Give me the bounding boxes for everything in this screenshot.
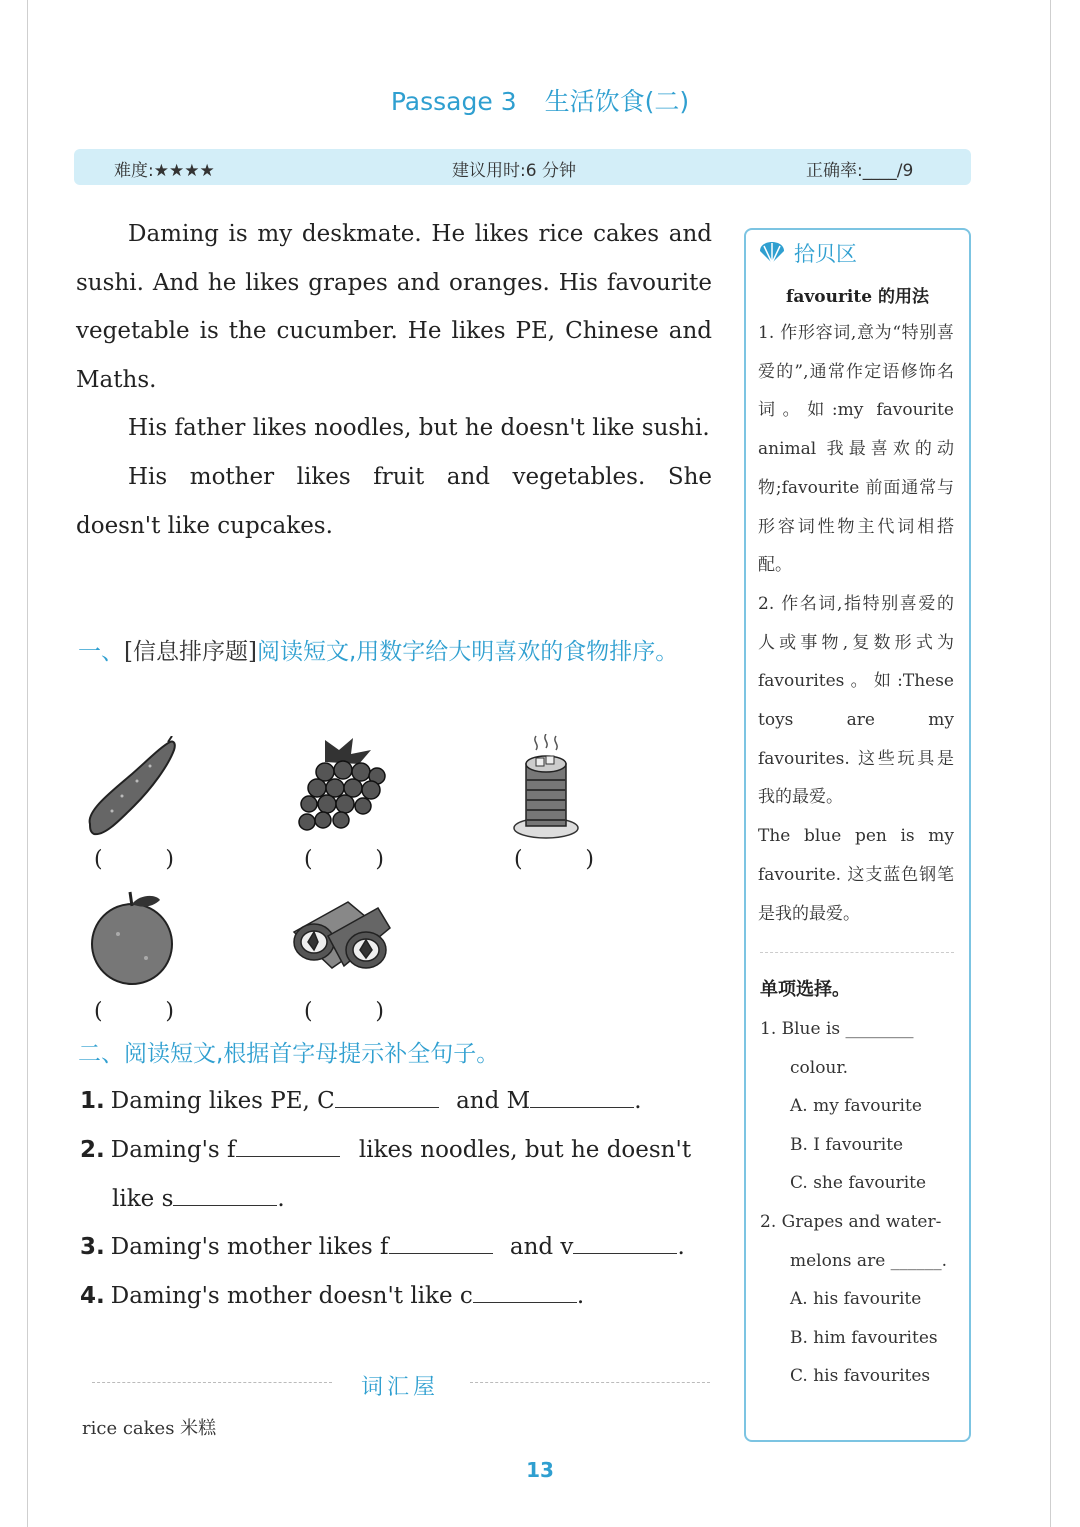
blank-input[interactable] [236,1134,340,1157]
reading-passage [76,210,712,550]
passage-title: 生活饮食(二) [544,87,690,116]
option-c[interactable]: C. she favourite [790,1173,927,1194]
rice-cake-picture [512,734,580,840]
sidebar-title: 拾贝区 [794,242,857,266]
sentence-2: 2. Daming's f likes noodles, but he doesn't [80,1134,691,1163]
vocabulary-title: 词汇屋 [360,1375,439,1400]
page-title [0,82,1080,118]
answer-parens[interactable]: ( ) [514,847,594,872]
page-number: 13 [526,1458,554,1482]
exercise-list [760,1010,956,1396]
passage-label: Passage 3 [390,87,517,116]
answer-parens[interactable]: ( ) [94,999,174,1024]
divider [760,952,954,953]
exercise-question: melons are ______. [790,1250,948,1271]
sentence-2-continued: like s . [112,1183,285,1212]
passage-paragraph: His father likes noodles, but he doesn't like sushi. [128,415,710,442]
sentence-3: 3. Daming's mother likes f and v . [80,1231,685,1260]
option-a[interactable]: A. his favourite [790,1289,922,1310]
blank-input[interactable] [173,1183,277,1206]
divider [92,1382,332,1383]
question-2-heading: 二、阅读短文,根据首字母提示补全句子。 [78,1041,500,1067]
grapes-picture [295,736,391,840]
vocabulary-entry: rice cakes 米糕 [82,1418,217,1439]
option-b[interactable]: B. him favourites [790,1327,938,1348]
sentence-1: 1. Daming likes PE, C and M . [80,1085,642,1114]
answer-parens[interactable]: ( ) [304,847,384,872]
question-1-prefix: 一、 [78,639,124,665]
option-c[interactable]: C. his favourites [790,1366,931,1387]
exercise-question: 1. Blue is ________ [760,1019,914,1039]
blank-input[interactable] [573,1231,677,1254]
suggested-time: 建议用时:6 分钟 [452,161,576,181]
blank-input[interactable] [335,1085,439,1108]
note-paragraph: 2. 作名词,指特别喜爱的人或事物,复数形式为 favourites。如:These toys are my favourites. 这些玩具是我的最爱。 [758,593,954,808]
sushi-picture [288,892,394,986]
passage-paragraph: Daming is my deskmate. He likes rice cakes and sushi. And he likes grapes and oranges. His favourite vegetable is the cucumber. He likes PE, Chinese and Maths. [76,221,712,393]
sentence-4: 4. Daming's mother doesn't like c . [80,1280,584,1309]
tips-sidebar [744,228,971,1442]
blank-input[interactable] [473,1280,577,1303]
exercise-question: 2. Grapes and water- [760,1211,942,1232]
question-1-heading [78,628,718,676]
question-1-instruction: 阅读短文,用数字给大明喜欢的食物排序。 [256,639,679,665]
orange-picture [88,888,176,986]
info-bar [74,149,971,185]
sidebar-header [758,238,857,268]
answer-parens[interactable]: ( ) [94,847,174,872]
blank-input[interactable] [530,1085,634,1108]
answer-parens[interactable]: ( ) [304,999,384,1024]
passage-paragraph: His mother likes fruit and vegetables. She doesn't like cupcakes. [76,463,712,539]
shell-icon [758,241,786,265]
difficulty-rating: 难度:★★★★ [114,161,215,181]
accuracy-score: 正确率:____/9 [806,161,914,181]
note-paragraph: The blue pen is my favourite. 这支蓝色钢笔是我的最爱。 [758,826,954,924]
note-paragraph: 1. 作形容词,意为“特别喜爱的”,通常作定语修饰名词。如:my favourite animal 我最喜欢的动物;favourite 前面通常与形容词性物主代词相搭配。 [758,323,954,576]
sidebar-subtitle: favourite 的用法 [786,287,929,307]
exercise-question: colour. [790,1057,849,1078]
exercise-title: 单项选择。 [760,979,850,1000]
option-a[interactable]: A. my favourite [790,1096,922,1117]
question-type-tag: [信息排序题] [124,639,257,665]
option-b[interactable]: B. I favourite [790,1134,904,1155]
cucumber-picture [82,736,182,840]
sidebar-notes [758,314,954,933]
blank-input[interactable] [389,1231,493,1254]
divider [470,1382,710,1383]
